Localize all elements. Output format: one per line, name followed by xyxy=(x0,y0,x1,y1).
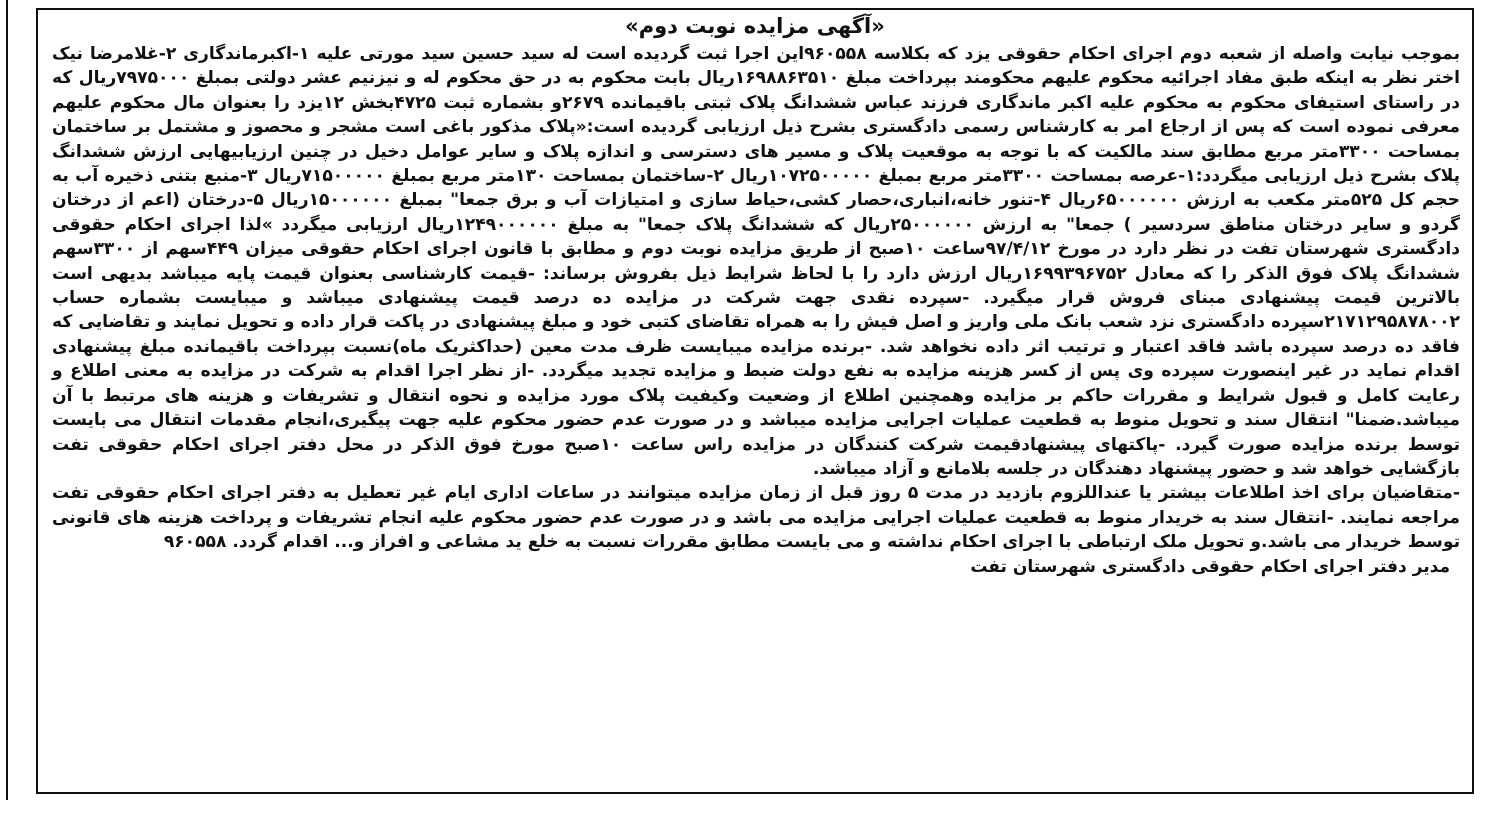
signature-text: مدیر دفتر اجرای احکام حقوقی دادگستری شهرستان تفت xyxy=(970,556,1450,577)
notice-paragraph-footer: -متقاضیان برای اخذ اطلاعات بیشتر یا عنداللزوم بازدید در مدت ۵ روز قبل از زمان مزایده میتوانند در ساعات اداری ایام غیر تعطیل به دفتر اجرای احکام حقوقی تفت مراجعه نمایند. -انتقال سند به خریدار منوط به قطعیت عملیات اجرایی مزایده می باشد و در صورت عدم حضور محکوم علیه انجام تشریفات و پرداخت هزینه های قانونی توسط خریدار می باشد.و تحویل ملک ارتباطی با اجرای احکام نداشته و می بایست مطابق مقررات نسبت به خلع ید مشاعی و افراز و... اقدام گردد. ۹۶۰۵۵۸ xyxy=(52,483,1460,553)
page-edge-rule xyxy=(0,0,8,800)
signature-line xyxy=(38,555,1472,579)
notice-title: «آگهی مزایده نوبت دوم» xyxy=(625,14,885,38)
notice-paragraph-main: بموجب نیابت واصله از شعبه دوم اجرای احکام حقوقی یزد که بکلاسه ۹۶۰۵۵۸این اجرا ثبت گردیده است له سید حسین سید مورتی علیه ۱-اکبرماندگاری ۲-غلامرضا نیک اختر نظر به اینکه طبق مفاد اجرائیه محکوم علیهم محکومند بپرداخت مبلغ ۱۶۹۸۸۶۳۵۱۰ریال بابت محکوم به در حق محکوم له و نیزنیم عشر دولتی بمبلغ ۷۹۷۵۰۰۰ریال که در راستای استیفای محکوم به محکوم علیه اکبر ماندگاری فرزند عباس ششدانگ پلاک ثبتی باقیمانده ۲۶۷۹و بشماره ثبت ۴۷۲۵بخش ۱۲یزد را بعنوان مال محکوم علیهم معرفی نموده است که پس از ارجاع امر به کارشناس رسمی دادگستری بشرح ذیل ارزیابی گردیده است:«پلاک مذکور باغی است مشجر و محصوز و مشتمل بر ساختمان بمساحت ۳۳۰۰متر مربع مطابق سند مالکیت که با توجه به موقعیت پلاک و مسیر های دسترسی و اندازه پلاک و سایر عوامل دخیل در چنین ارزیابیهایی ارزش ششدانگ پلاک بشرح ذیل ارزیابی میگردد:۱-عرصه بمساحت ۳۳۰۰متر مربع بمبلغ ۱۰۷۲۵۰۰۰۰۰ریال ۲-ساختمان بمساحت ۱۳۰متر مربع بمبلغ ۷۱۵۰۰۰۰۰ریال ۳-منبع بتنی ذخیره آب به حجم کل ۵۲۵متر مکعب به ارزش ۶۵۰۰۰۰۰۰ریال ۴-تنور خانه،انباری،حصار کشی،حیاط سازی و امتیازات آب و برق جمعا" بمبلغ ۱۵۰۰۰۰۰۰ریال ۵-درختان (اعم از درختان گردو و سایر درختان مناطق سردسیر ) جمعا" به ارزش ۲۵۰۰۰۰۰۰ریال که ششدانگ پلاک جمعا" به مبلغ ۱۲۴۹۰۰۰۰۰۰ریال ارزیابی میگردد »لذا اجرای احکام حقوقی دادگستری شهرستان تفت در نظر دارد در مورخ ۹۷/۴/۱۲ساعت ۱۰صبح از طریق مزایده نوبت دوم و مطابق با قانون اجرای احکام حقوقی میزان ۴۴۹سهم از ۳۳۰۰سهم ششدانگ پلاک فوق الذکر را که معادل ۱۶۹۹۳۹۶۷۵۲ریال ارزش دارد را با لحاظ شرایط ذیل بفروش برساند: -قیمت کارشناسی بعنوان قیمت پایه میباشد بدیهی است بالاترین قیمت پیشنهادی مبنای فروش قرار میگیرد. -سپرده نقدی جهت شرکت در مزایده ده درصد قیمت پیشنهادی میباشد و میبایست بشماره حساب ۲۱۷۱۲۹۵۸۷۸۰۰۲سپرده دادگستری نزد شعب بانک ملی واریز و اصل فیش را به همراه تقاضای کتبی خود و مبلغ پیشنهادی در پاکت قرار داده و تحویل نمایند و تقاضایی که فاقد ده درصد سپرده باشد فاقد اعتبار و ترتیب اثر داده نخواهد شد. -برنده مزایده میبایست ظرف مدت معین (حداکثریک ماه)نسبت بپرداخت باقیمانده مبلغ پیشنهادی اقدام نماید در غیر اینصورت سپرده وی پس از کسر هزینه مزایده به نفع دولت ضبط و مزایده تجدید میگردد. -از نظر اجرا اقدام به شرکت در مزایده به معنی اطلاع و رعایت کامل و قبول شرایط و مقررات حاکم بر مزایده وهمچنین اطلاع از وضعیت وکیفیت پلاک مورد مزایده و نحوه انتقال و تشریفات و هزینه های مرتبط با آن میباشد.ضمنا" انتقال سند و تحویل منوط به قطعیت عملیات اجرایی مزایده میباشد و در صورت عدم حضور محکوم علیه جهت پیگیری،انجام مقدمات انتقال می بایست توسط برنده مزایده صورت گیرد. -پاکتهای پیشنهادقیمت شرکت کنندگان در مزایده راس ساعت ۱۰صبح مورخ فوق الذکر در محل دفتر اجرای احکام حقوقی تفت بازگشایی خواهد شد و حضور پیشنهاد دهندگان در جلسه بلامانع و آزاد میباشد. xyxy=(52,44,1461,479)
notice-body xyxy=(38,42,1472,555)
notice-frame xyxy=(36,8,1474,794)
